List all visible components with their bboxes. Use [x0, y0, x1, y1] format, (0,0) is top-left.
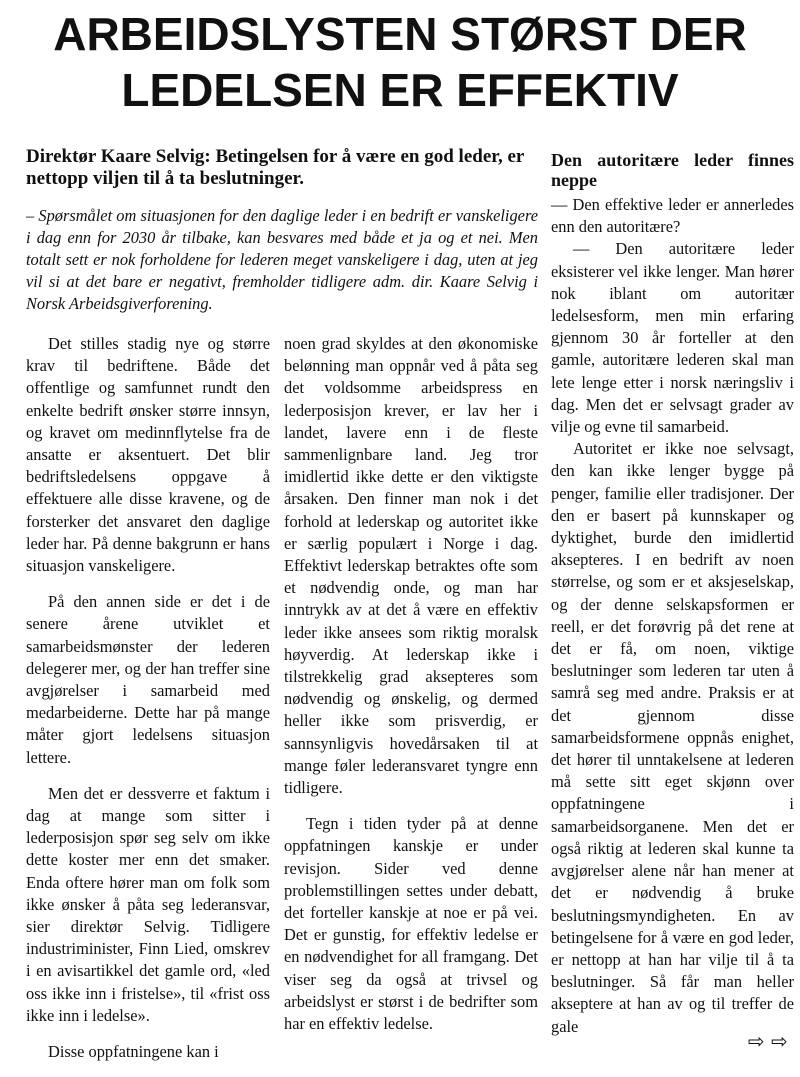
question-paragraph: — Den effektive leder er annerledes enn den autoritære?	[551, 195, 794, 237]
subheadline: Direktør Kaare Selvig: Betingelsen for å være en god leder, er nettopp viljen til å ta beslutninger.	[26, 146, 524, 189]
paragraph: Tegn i tiden tyder på at denne oppfatningen kanskje er under revisjon. Sider ved denne problemstillingen settes under debatt, det forteller kanskje at noe er på vei. Det er gunstig, for effektiv ledelse er en nødvendighet for all framgang. Det viser seg da også at trivsel og arbeidslyst er størst i de bedrifter som har en effektiv ledelse.	[284, 814, 538, 1034]
paragraph: På den annen side er det i de senere årene utviklet et samarbeidsmønster der lederen delegerer mer, og der han treffer sine avgjørelser i samarbeid med medarbeiderne. Dette har på mange måter gjort ledelsens situasjon lettere.	[26, 592, 270, 767]
paragraph: Autoritet er ikke noe selvsagt, den kan ikke lenger bygge på penger, familie eller tradisjoner. Der den er basert på kunnskaper og dyktighet, burde den imidlertid aksepteres. I en bedrift av noen størrelse, og som er et aksjeselskap, og der denne selskapsformen er reell, er det forøvrig på det rene at det er få, om noen, viktige beslutninger som lederen tar uten å samrå seg med andre. Praksis er at det gjennom disse samarbeidsformene oppnås enighet, det hører til unntakelsene at lederen må sette sitt eget skjønn over oppfatningene i samarbeidsorganene. Men det er også riktig at lederen skal kunne ta avgjørelser alene når han mener at det er nødvendig å bruke beslutningsmyndigheten. En av betingelsene for å være en god leder, er nettopp at han har vilje til å ta beslutninger. Så får man heller akseptere at han av og til treffer de gale	[551, 439, 794, 1036]
headline-line-2: LEDELSEN ER EFFEKTIV	[121, 64, 679, 116]
article-column-1	[26, 333, 270, 1077]
paragraph: Men det er dessverre et faktum i dag at mange som sitter i lederposisjon spør seg selv om ikke dette koster mer enn det smaker. Enda oftere hører man om folk som ikke ønsker å påta seg lederansvar, sier direktør Selvig. Tidligere industriminister, Finn Lied, omskrev i en avisartikkel det gamle ord, «led oss ikke inn i fristelse», til «frist oss ikke inn i ledelse».	[26, 783, 270, 1025]
lede-paragraph: – Spørsmålet om situasjonen for den daglige leder i en bedrift er vanskeligere i dag enn for 2030 år tilbake, kan besvares med både et ja og et nei. Men totalt sett er nok forholdene for lederen meget vanskeligere i dag, uten at jeg vil si at det bare er negativt, fremholder tidligere adm. dir. Kaare Selvig i Norsk Arbeidsgiverforening.	[26, 206, 538, 313]
double-arrow-right-icon: ⇨ ⇨	[748, 1029, 788, 1053]
section-heading: Den autoritære leder finnes neppe	[551, 150, 794, 190]
headline-line-1: ARBEIDSLYSTEN STØRST DER	[53, 8, 747, 60]
headline	[0, 6, 800, 118]
paragraph: Det stilles stadig nye og større krav til bedriftene. Både det offentlige og samfunnet rundt den enkelte bedrift ønsker større innsyn, og kravet om medinnflytelse fra de ansatte er aksentuert. Det blir bedriftsledelsens oppgave å effektuere alle disse kravene, og de forsterker det ansvaret den daglige leder har. På denne bakgrunn er hans situasjon vanskeligere.	[26, 334, 270, 576]
paragraph: noen grad skyldes at den økonomiske belønning man oppnår ved å påta seg det voldsomme arbeidspress en lederposisjon krever, er lav her i landet, lavere enn i de fleste sammenlignbare land. Jeg tror imidlertid ikke dette er den viktigste årsaken. Den finner man nok i det forhold at lederskap og autoritet ikke er særlig populært i Norge i dag. Effektivt lederskap betraktes ofte som et nødvendig onde, og man har inntrykk av at det å være en effektiv leder ikke ansees som riktig moralsk høyverdig. At lederskap ikke i tilstrekkelig grad aksepteres som nødvendig og ønskelig, og dermed heller ikke som prisverdig, er sannsynligvis hovedårsaken til at mange føler lederansvaret tyngre enn tidligere.	[284, 334, 538, 798]
article-column-2	[284, 333, 538, 1049]
article-column-3	[551, 150, 794, 1038]
paragraph: Disse oppfatningene kan i	[48, 1042, 219, 1062]
answer-paragraph: — Den autoritære leder eksisterer vel ikke lenger. Man hører nok iblant om autoritær ledelsesform, men min erfaring gjennom 30 år forteller at den gamle, autoritære lederen skal man lete lenge etter i norsk næringsliv i dag. Men det er selvsagt grader av vilje og evne til samarbeid.	[551, 239, 794, 437]
